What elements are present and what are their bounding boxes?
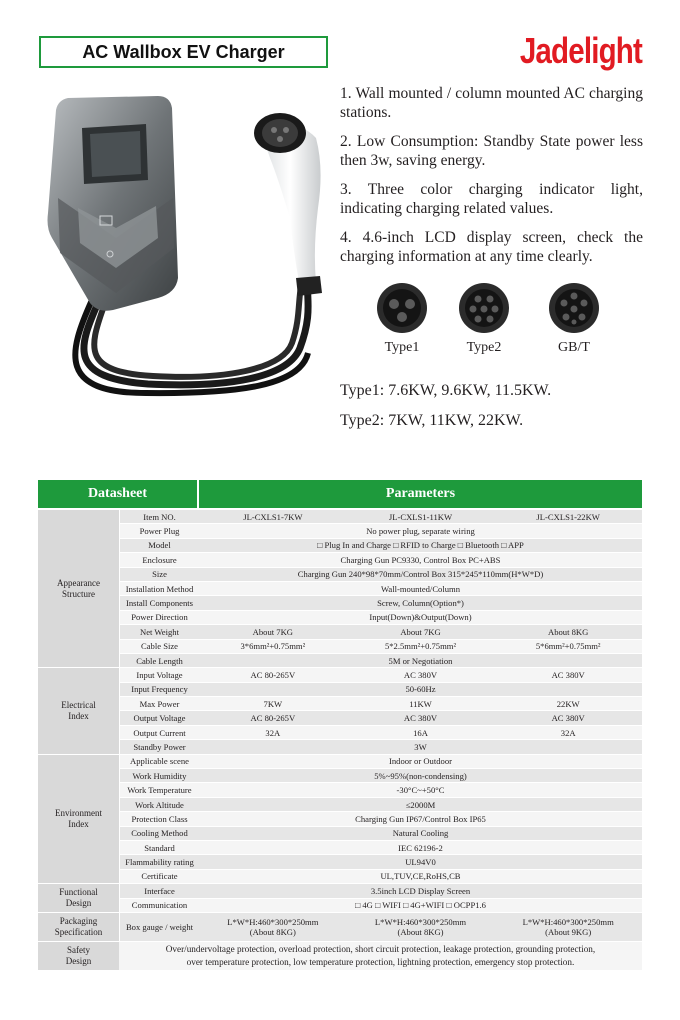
table-row [119, 553, 642, 567]
feature-item: 2. Low Consumption: Standby State power less then 3w, saving energy. [340, 133, 643, 169]
table-row [119, 697, 642, 711]
table-row [119, 769, 642, 783]
type2-spec: Type2: 7KW, 11KW, 22KW. [340, 412, 524, 429]
row-item-label: Input Frequency [119, 683, 199, 696]
row-value: AC 380V [551, 669, 585, 680]
type1-spec: Type1: 7.6KW, 9.6KW, 11.5KW. [340, 382, 552, 399]
row-value: ≤2000M [405, 799, 436, 810]
table-row [119, 582, 642, 596]
row-value: 5*2.5mm²+0.75mm² [384, 641, 457, 652]
row-item-label: Standard [119, 841, 199, 854]
row-item-label: Enclosure [119, 553, 199, 566]
row-value: Charging Gun PC9330, Control Box PC+ABS [340, 554, 501, 565]
row-value: JL-CXLS1-7KW [243, 511, 303, 522]
datasheet-header [38, 480, 642, 508]
row-value: -30°C~+50°C [396, 785, 445, 796]
connector-type2 [452, 282, 516, 356]
row-item-label: Output Current [119, 726, 199, 739]
table-row [119, 899, 642, 913]
row-item-label: Input Voltage [119, 668, 199, 681]
row-item-label: Size [119, 568, 199, 581]
table-row [119, 855, 642, 869]
header-parameters: Parameters [199, 480, 642, 508]
row-value: 22KW [556, 698, 580, 709]
row-value: L*W*H:460*300*250mm (About 9KG) [522, 916, 614, 937]
row-value: 32A [560, 727, 576, 738]
header-datasheet: Datasheet [38, 480, 197, 508]
connector-label: Type2 [466, 340, 502, 355]
row-value: 5%~95%(non-condensing) [374, 770, 467, 781]
table-row [119, 683, 642, 697]
row-value: Wall-mounted/Column [380, 583, 461, 594]
table-row [119, 640, 642, 654]
table-row [119, 726, 642, 740]
row-item-label: Protection Class [119, 812, 199, 825]
row-value: L*W*H:460*300*250mm (About 8KG) [374, 916, 467, 937]
row-value: AC 380V [551, 713, 585, 724]
row-item-label: Work Temperature [119, 783, 199, 796]
table-row [119, 942, 642, 971]
row-value: JL-CXLS1-11KW [388, 511, 453, 522]
row-value: 3W [414, 741, 427, 752]
connector-types [370, 282, 640, 362]
row-item-label: Certificate [119, 870, 199, 883]
row-value: □ Plug In and Charge □ RFID to Charge □ Bluetooth □ APP [317, 540, 524, 551]
row-item-label: Installation Method [119, 582, 199, 595]
row-value: AC 380V [403, 713, 438, 724]
row-item-label: Max Power [119, 697, 199, 710]
row-value: 50-60Hz [405, 684, 436, 695]
row-value: UL,TUV,CE,RoHS,CB [380, 871, 461, 882]
row-column [119, 510, 642, 971]
row-value: 32A [265, 727, 281, 738]
row-value: AC 80-265V [250, 713, 296, 724]
table-row [119, 812, 642, 826]
group-label: Safety Design [38, 942, 119, 971]
row-value: Natural Cooling [392, 828, 449, 839]
product-image [38, 88, 338, 408]
row-item-label: Box gauge / weight [119, 913, 199, 941]
feature-item: 4. 4.6-inch LCD display screen, check the charging information at any time clearly. [340, 229, 643, 265]
row-item-label: Work Humidity [119, 769, 199, 782]
row-value: 3.5inch LCD Display Screen [370, 885, 471, 896]
group-label: Electrical Index [38, 668, 119, 754]
table-row [119, 625, 642, 639]
row-item-label: Cable Size [119, 640, 199, 653]
table-row [119, 568, 642, 582]
row-item-label: Power Plug [119, 524, 199, 537]
type1-plug-icon [376, 282, 428, 334]
datasheet-body [38, 510, 642, 971]
row-value: No power plug, separate wiring [366, 526, 475, 537]
row-value: AC 80-265V [250, 669, 296, 680]
row-item-label: Flammability rating [119, 855, 199, 868]
row-value: 5M or Negotiation [388, 655, 453, 666]
row-item-label: Applicable scene [119, 755, 199, 768]
table-row [119, 510, 642, 524]
row-value: UL94V0 [405, 857, 436, 868]
row-value: About 7KG [252, 626, 293, 637]
connector-gbt [542, 282, 606, 356]
brand-logo: Jadelight [519, 30, 642, 71]
row-value: About 7KG [400, 626, 441, 637]
table-row [119, 870, 642, 884]
row-item-label: Cooling Method [119, 827, 199, 840]
connector-label: GB/T [558, 340, 590, 355]
row-value: 7KW [263, 698, 283, 709]
table-row [119, 755, 642, 769]
table-row [119, 740, 642, 754]
row-item-label: Cable Length [119, 654, 199, 667]
row-value: About 8KG [548, 626, 589, 637]
gbt-plug-icon [548, 282, 600, 334]
row-value: Indoor or Outdoor [388, 756, 452, 767]
row-value: Charging Gun IP67/Control Box IP65 [355, 813, 486, 824]
feature-item: 1. Wall mounted / column mounted AC charging stations. [340, 85, 643, 121]
table-row [119, 654, 642, 668]
table-row [119, 798, 642, 812]
table-row [119, 913, 642, 942]
row-value: 16A [413, 727, 428, 738]
row-item-label: Standby Power [119, 740, 199, 753]
row-value: □ 4G □ WIFI □ 4G+WIFI □ OCPP1.6 [355, 900, 486, 911]
datasheet-table [38, 480, 642, 971]
row-value: IEC 62196-2 [398, 842, 443, 853]
row-value: 5*6mm²+0.75mm² [535, 641, 601, 652]
row-item-label: Communication [119, 899, 199, 912]
connector-type1 [370, 282, 434, 356]
row-item-label: Model [119, 539, 199, 552]
row-item-label: Item NO. [119, 510, 199, 523]
row-item-label: Net Weight [119, 625, 199, 638]
row-item-label: Power Direction [119, 611, 199, 624]
row-value: AC 380V [403, 669, 438, 680]
row-value: Screw, Column(Option*) [377, 598, 464, 609]
group-label: Functional Design [38, 884, 119, 913]
group-column [38, 510, 119, 971]
table-row [119, 596, 642, 610]
row-value: L*W*H:460*300*250mm (About 8KG) [227, 916, 319, 937]
type2-plug-icon [458, 282, 510, 334]
table-row [119, 539, 642, 553]
row-item-label: Interface [119, 884, 199, 897]
row-value: 11KW [409, 698, 432, 709]
table-row [119, 884, 642, 898]
row-item-label: Install Components [119, 596, 199, 609]
group-label: Environment Index [38, 755, 119, 885]
feature-item: 3. Three color charging indicator light, indicating charging related values. [340, 181, 643, 217]
table-row [119, 841, 642, 855]
table-row [119, 611, 642, 625]
table-row [119, 524, 642, 538]
group-label: Packaging Specification [38, 913, 119, 942]
row-value: 3*6mm²+0.75mm² [240, 641, 306, 652]
safety-text: Over/undervoltage protection, overload protection, short circuit protection, leakage protection, grounding protection, over temperature protection, low temperature protection, lightning protection, emergency stop protection. [165, 943, 596, 967]
row-value: JL-CXLS1-22KW [536, 511, 600, 522]
connector-label: Type1 [384, 340, 420, 355]
row-value: Input(Down)&Output(Down) [369, 612, 472, 623]
row-item-label: Output Voltage [119, 711, 199, 724]
feature-list [340, 84, 643, 276]
table-row [119, 827, 642, 841]
group-label: Appearance Structure [38, 510, 119, 668]
table-row [119, 783, 642, 797]
row-item-label: Work Altitude [119, 798, 199, 811]
table-row [119, 668, 642, 682]
page-title: AC Wallbox EV Charger [39, 36, 328, 68]
table-row [119, 711, 642, 725]
row-value: Charging Gun 240*98*70mm/Control Box 315*245*110mm(H*W*D) [297, 569, 544, 580]
